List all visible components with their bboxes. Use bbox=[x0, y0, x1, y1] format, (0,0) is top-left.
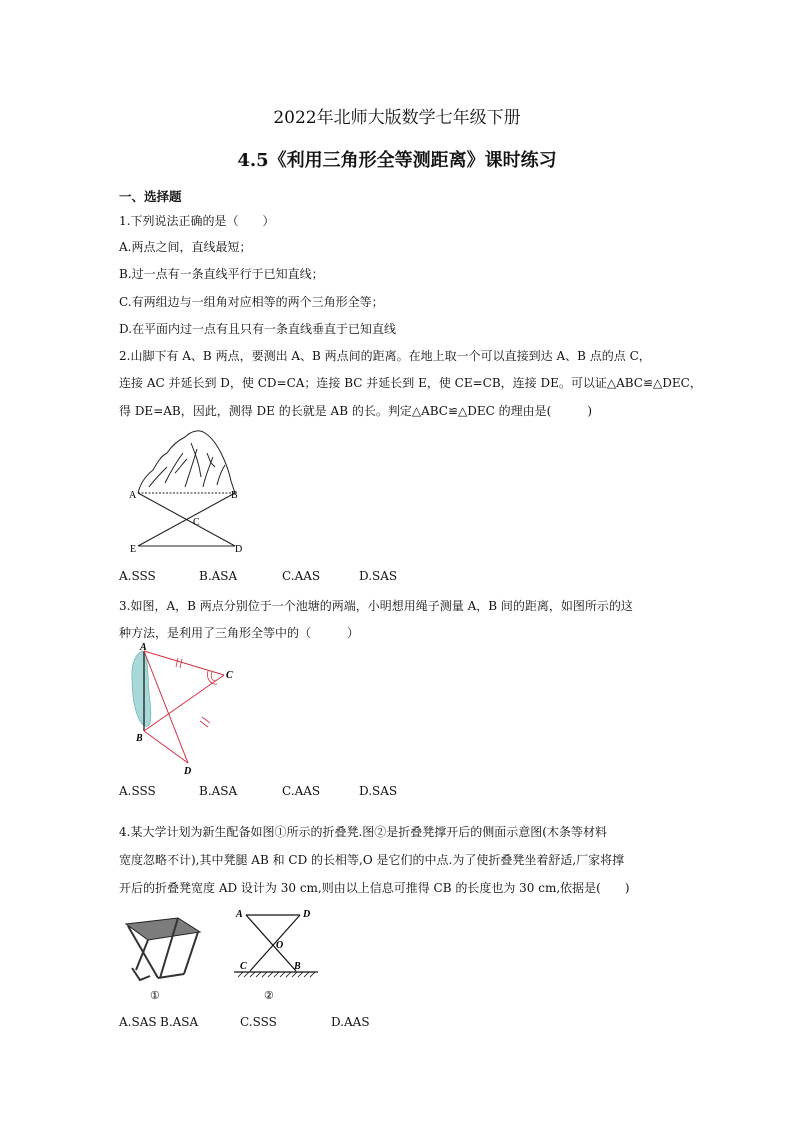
q3-pond-figure bbox=[128, 643, 243, 778]
q3-option-c: C.AAS bbox=[282, 784, 321, 798]
point-label-b: B bbox=[231, 490, 238, 501]
point-label-c: C bbox=[193, 517, 200, 528]
stool-side-diagram bbox=[228, 905, 328, 1002]
point-label-d: D bbox=[235, 544, 243, 555]
q1-option-d: D.在平面内过一点有且只有一条直线垂直于已知直线 bbox=[119, 322, 397, 336]
q4-option-d: D.AAS bbox=[331, 1015, 370, 1029]
q2-option-d: D.SAS bbox=[359, 569, 398, 583]
mountain-contour bbox=[149, 443, 225, 487]
figure-caption-1: ① bbox=[150, 990, 160, 1002]
point-label-d: D bbox=[303, 909, 311, 920]
q2-mountain-figure bbox=[125, 423, 260, 558]
segment-ab bbox=[246, 915, 296, 971]
q2-option-a: A.SSS bbox=[119, 569, 156, 583]
stool-seat bbox=[126, 918, 200, 940]
q3-line-2: 种方法，是利用了三角形全等中的（ ） bbox=[119, 626, 360, 640]
folding-stool-photo bbox=[118, 910, 218, 1002]
q4-line-1: 4.某大学计划为新生配备如图①所示的折叠凳.图②是折叠凳撑开后的侧面示意图(木条等材料 bbox=[119, 825, 607, 839]
q3-line-1: 3.如图，A，B 两点分别位于一个池塘的两端，小明想用绳子测量 A，B 间的距离，如图所示的这 bbox=[119, 599, 633, 613]
point-label-a: A bbox=[236, 909, 243, 920]
q2-option-c: C.AAS bbox=[282, 569, 321, 583]
point-label-a: A bbox=[129, 490, 137, 501]
point-label-a: A bbox=[140, 643, 147, 653]
section-heading: 一、选择题 bbox=[119, 189, 182, 204]
q4-option-c: C.SSS bbox=[240, 1015, 277, 1029]
q3-options bbox=[119, 784, 397, 798]
tick-marks-ac bbox=[176, 658, 182, 668]
q3-option-a: A.SSS bbox=[119, 784, 156, 798]
q3-option-d: D.SAS bbox=[359, 784, 398, 798]
q4-options bbox=[119, 1015, 370, 1029]
q1-option-c: C.有两组边与一组角对应相等的两个三角形全等； bbox=[119, 295, 384, 309]
q2-options bbox=[119, 569, 397, 583]
q1-stem: 1.下列说法正确的是（ ） bbox=[119, 214, 275, 228]
tick-marks-cd bbox=[200, 717, 210, 727]
q4-option-b: B.ASA bbox=[160, 1015, 199, 1029]
document-title: 2022年北师大版数学七年级下册 bbox=[273, 108, 521, 128]
point-label-o: O bbox=[276, 940, 284, 951]
segment-dc bbox=[250, 915, 300, 971]
q3-option-b: B.ASA bbox=[199, 784, 238, 798]
figure-caption-2: ② bbox=[264, 990, 274, 1002]
q1-option-b: B.过一点有一条直线平行于已知直线； bbox=[119, 267, 324, 281]
q4-line-2: 宽度忽略不计),其中凳腿 AB 和 CD 的长相等,O 是它们的中点.为了使折叠凳坐着舒适,厂家将撑 bbox=[119, 853, 625, 867]
point-label-e: E bbox=[130, 544, 137, 555]
point-label-b: B bbox=[136, 733, 143, 744]
q4-line-3: 开后的折叠凳宽度 AD 设计为 30 cm,则由以上信息可推得 CB 的长度也为 30 cm,依据是( ) bbox=[119, 881, 630, 895]
point-label-c: C bbox=[226, 670, 233, 681]
point-label-c: C bbox=[240, 961, 247, 972]
point-label-d: D bbox=[184, 766, 192, 777]
q2-option-b: B.ASA bbox=[199, 569, 238, 583]
q2-line-2: 连接 AC 并延长到 D，使 CD=CA；连接 BC 并延长到 E，使 CE=CB，连接 DE。可以证△ABC≌△DEC， bbox=[119, 376, 702, 390]
segment-ac bbox=[144, 651, 224, 675]
point-label-b: B bbox=[294, 961, 301, 972]
lesson-title: 4.5《利用三角形全等测距离》课时练习 bbox=[237, 150, 557, 171]
q4-option-a: A.SAS bbox=[119, 1015, 157, 1029]
ground-hatching bbox=[238, 972, 315, 977]
q2-line-1: 2.山脚下有 A、B 两点，要测出 A、B 两点间的距离。在地上取一个可以直接到达 A、B 点的点 C， bbox=[119, 349, 651, 363]
q1-option-a: A.两点之间，直线最短； bbox=[119, 240, 252, 254]
q2-line-3: 得 DE=AB，因此，测得 DE 的长就是 AB 的长。判定△ABC≌△DEC 的理由是( ) bbox=[119, 404, 593, 418]
